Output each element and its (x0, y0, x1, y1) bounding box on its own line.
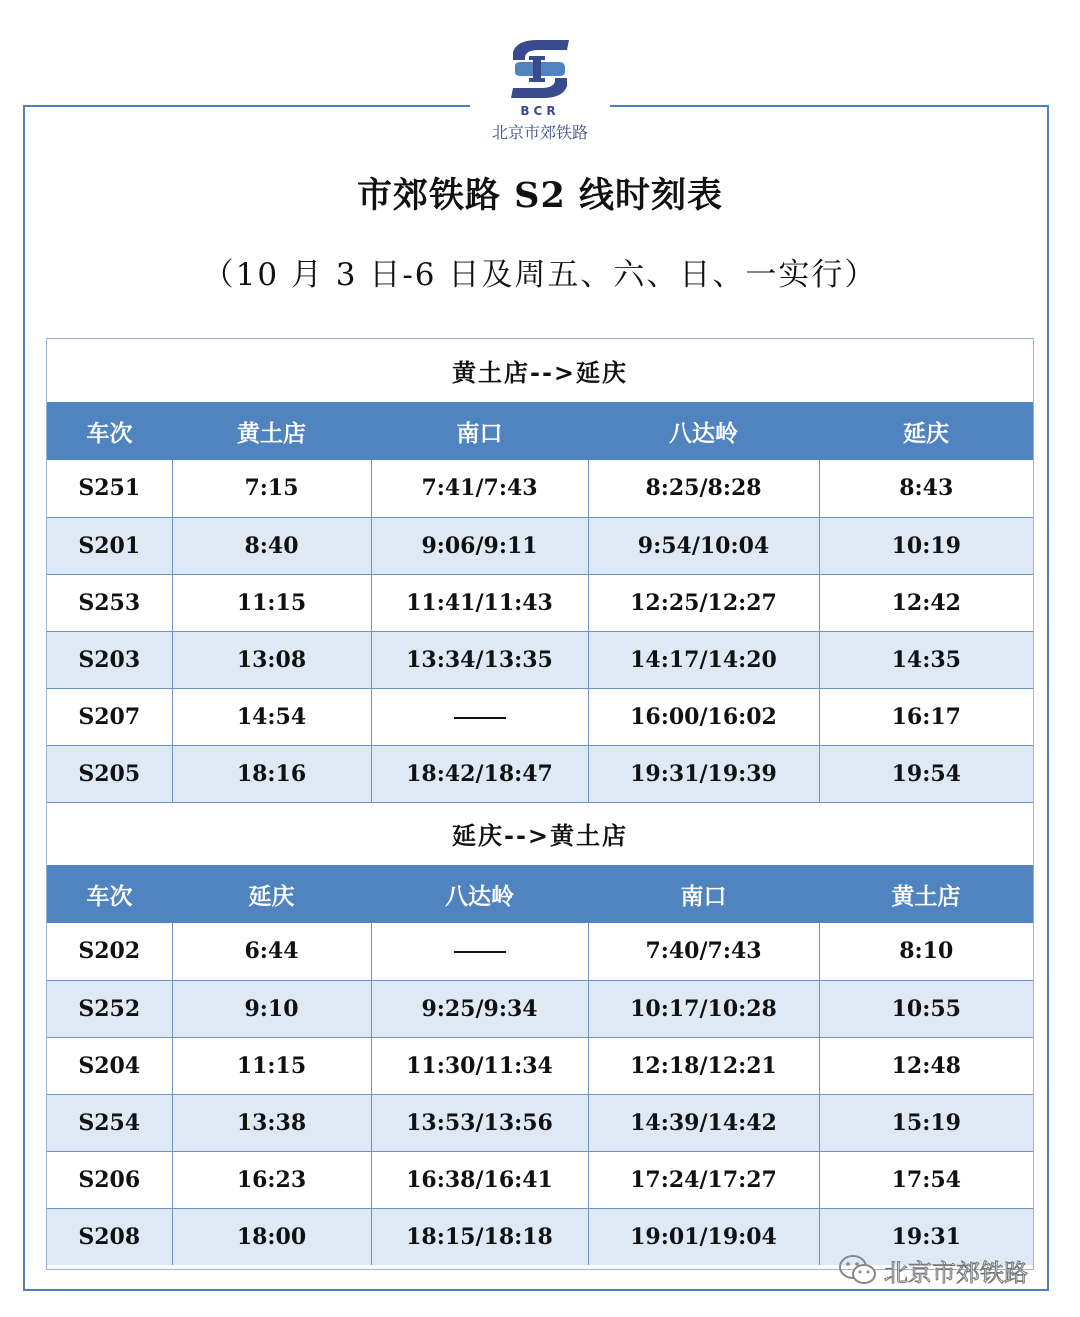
station-time-cell: 11:15 (172, 1037, 371, 1094)
station-time-cell: 12:48 (819, 1037, 1033, 1094)
station-time-cell: 18:42/18:47 (371, 745, 588, 802)
station-time-cell: 19:54 (819, 745, 1033, 802)
table-header-row (47, 865, 1033, 923)
bcr-logo (470, 36, 610, 148)
column-header: 延庆 (172, 865, 371, 923)
station-time-cell: 17:54 (819, 1151, 1033, 1208)
direction-row (47, 802, 1033, 865)
train-number-cell: S207 (47, 688, 172, 745)
train-number-cell: S206 (47, 1151, 172, 1208)
table-row (47, 1151, 1033, 1208)
timetable-grid (47, 339, 1033, 1265)
column-header: 八达岭 (588, 402, 819, 460)
station-time-cell (371, 923, 588, 980)
train-number-cell: S203 (47, 631, 172, 688)
column-header: 南口 (371, 402, 588, 460)
station-time-cell: 9:54/10:04 (588, 517, 819, 574)
station-time-cell: 7:41/7:43 (371, 460, 588, 517)
station-time-cell: 13:53/13:56 (371, 1094, 588, 1151)
column-header: 八达岭 (371, 865, 588, 923)
station-time-cell: 10:19 (819, 517, 1033, 574)
train-number-cell: S253 (47, 574, 172, 631)
table-row (47, 1094, 1033, 1151)
station-time-cell: 10:55 (819, 980, 1033, 1037)
table-row (47, 688, 1033, 745)
station-time-cell: 14:54 (172, 688, 371, 745)
column-header: 黄土店 (172, 402, 371, 460)
train-number-cell: S204 (47, 1037, 172, 1094)
table-row (47, 923, 1033, 980)
direction-row (47, 339, 1033, 402)
train-number-cell: S252 (47, 980, 172, 1037)
train-number-cell: S251 (47, 460, 172, 517)
station-time-cell: 16:38/16:41 (371, 1151, 588, 1208)
station-time-cell (371, 688, 588, 745)
train-number-cell: S208 (47, 1208, 172, 1265)
station-time-cell: 8:10 (819, 923, 1033, 980)
train-number-cell: S202 (47, 923, 172, 980)
column-header: 车次 (47, 865, 172, 923)
station-time-cell: 16:23 (172, 1151, 371, 1208)
table-row (47, 574, 1033, 631)
station-time-cell: 9:10 (172, 980, 371, 1037)
station-time-cell: 11:30/11:34 (371, 1037, 588, 1094)
station-time-cell: 11:41/11:43 (371, 574, 588, 631)
table-row (47, 517, 1033, 574)
station-time-cell: 12:42 (819, 574, 1033, 631)
no-stop-dash (454, 717, 506, 719)
column-header: 车次 (47, 402, 172, 460)
station-time-cell: 19:31 (819, 1208, 1033, 1265)
table-header-row (47, 402, 1033, 460)
table-row (47, 631, 1033, 688)
table-row (47, 1037, 1033, 1094)
station-time-cell: 19:31/19:39 (588, 745, 819, 802)
station-time-cell: 8:43 (819, 460, 1033, 517)
station-time-cell: 18:15/18:18 (371, 1208, 588, 1265)
timetable (46, 338, 1034, 1270)
station-time-cell: 7:15 (172, 460, 371, 517)
station-time-cell: 17:24/17:27 (588, 1151, 819, 1208)
logo-abbreviation: BCR (520, 104, 560, 118)
station-time-cell: 6:44 (172, 923, 371, 980)
station-time-cell: 18:16 (172, 745, 371, 802)
table-row (47, 460, 1033, 517)
column-header: 南口 (588, 865, 819, 923)
station-time-cell: 9:25/9:34 (371, 980, 588, 1037)
station-time-cell: 12:18/12:21 (588, 1037, 819, 1094)
station-time-cell: 9:06/9:11 (371, 517, 588, 574)
station-time-cell: 12:25/12:27 (588, 574, 819, 631)
station-time-cell: 11:15 (172, 574, 371, 631)
table-row (47, 980, 1033, 1037)
page-title: 市郊铁路 S2 线时刻表 (357, 175, 723, 216)
table-row (47, 745, 1033, 802)
bcr-logo-icon (507, 36, 573, 102)
station-time-cell: 16:17 (819, 688, 1033, 745)
station-time-cell: 8:40 (172, 517, 371, 574)
page-subtitle: （10 月 3 日-6 日及周五、六、日、一实行） (202, 257, 878, 293)
station-time-cell: 19:01/19:04 (588, 1208, 819, 1265)
station-time-cell: 16:00/16:02 (588, 688, 819, 745)
train-number-cell: S201 (47, 517, 172, 574)
no-stop-dash (454, 951, 506, 953)
wechat-watermark (838, 1250, 1028, 1290)
column-header: 延庆 (819, 402, 1033, 460)
station-time-cell: 10:17/10:28 (588, 980, 819, 1037)
station-time-cell: 8:25/8:28 (588, 460, 819, 517)
watermark-text: 北京市郊铁路 (884, 1258, 1028, 1287)
train-number-cell: S254 (47, 1094, 172, 1151)
station-time-cell: 14:39/14:42 (588, 1094, 819, 1151)
wechat-icon (838, 1253, 878, 1287)
logo-name: 北京市郊铁路 (491, 123, 588, 142)
direction-label: 黄土店-->延庆 (47, 339, 1033, 402)
station-time-cell: 18:00 (172, 1208, 371, 1265)
station-time-cell: 13:34/13:35 (371, 631, 588, 688)
station-time-cell: 13:08 (172, 631, 371, 688)
station-time-cell: 13:38 (172, 1094, 371, 1151)
station-time-cell: 14:17/14:20 (588, 631, 819, 688)
column-header: 黄土店 (819, 865, 1033, 923)
station-time-cell: 15:19 (819, 1094, 1033, 1151)
direction-label: 延庆-->黄土店 (47, 802, 1033, 865)
train-number-cell: S205 (47, 745, 172, 802)
station-time-cell: 14:35 (819, 631, 1033, 688)
station-time-cell: 7:40/7:43 (588, 923, 819, 980)
